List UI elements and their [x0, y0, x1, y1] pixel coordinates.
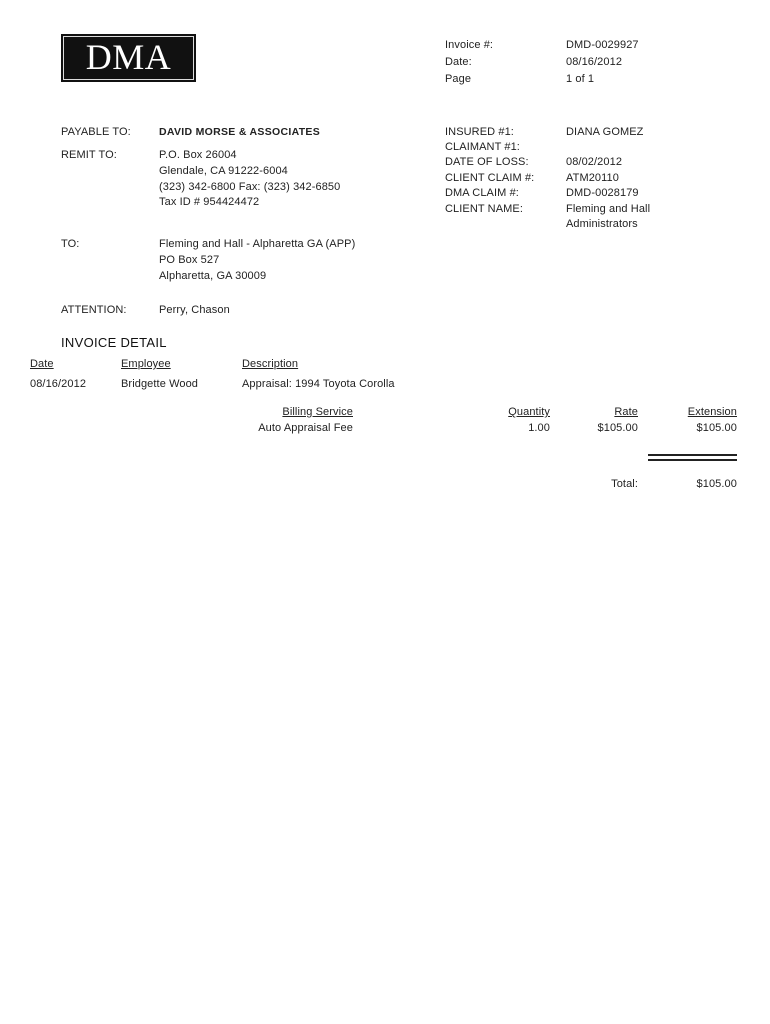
billing-row-rate: $105.00 [597, 422, 638, 434]
detail-header-employee: Employee [121, 358, 171, 370]
detail-row-description: Appraisal: 1994 Toyota Corolla [242, 378, 395, 390]
total-label: Total: [611, 478, 638, 490]
to-line-3: Alpharetta, GA 30009 [159, 270, 267, 282]
payable-to-label: PAYABLE TO: [61, 126, 131, 138]
detail-header-description: Description [242, 358, 299, 370]
logo-text: DMA [85, 37, 172, 77]
invoice-number-label: Invoice #: [445, 39, 494, 51]
billing-row-quantity: 1.00 [528, 422, 550, 434]
remit-line-3: (323) 342-6800 Fax: (323) 342-6850 [159, 181, 341, 193]
total-value: $105.00 [696, 478, 737, 490]
detail-header-date: Date [30, 358, 54, 370]
insured-value: DIANA GOMEZ [566, 126, 644, 138]
attention-value: Perry, Chason [159, 304, 230, 316]
client-name-line-2: Administrators [566, 218, 638, 230]
date-of-loss-value: 08/02/2012 [566, 156, 623, 168]
page-value: 1 of 1 [566, 73, 595, 85]
billing-header-quantity: Quantity [508, 406, 550, 418]
detail-row-date: 08/16/2012 [30, 378, 87, 390]
dma-claim-label: DMA CLAIM #: [445, 187, 519, 199]
client-claim-label: CLIENT CLAIM #: [445, 172, 535, 184]
client-name-line-1: Fleming and Hall [566, 203, 651, 215]
claimant-label: CLAIMANT #1: [445, 141, 520, 153]
billing-header-rate: Rate [614, 406, 638, 418]
client-name-label: CLIENT NAME: [445, 203, 524, 215]
invoice-date-value: 08/16/2012 [566, 56, 623, 68]
invoice-detail-title: INVOICE DETAIL [61, 335, 167, 350]
client-claim-value: ATM20110 [566, 172, 619, 184]
total-rule-bottom [648, 459, 737, 461]
to-line-2: PO Box 527 [159, 254, 220, 266]
billing-header-extension: Extension [687, 406, 737, 418]
remit-to-label: REMIT TO: [61, 149, 117, 161]
payable-to-value: DAVID MORSE & ASSOCIATES [159, 126, 321, 138]
page-label: Page [445, 73, 472, 85]
invoice-date-label: Date: [445, 56, 472, 68]
remit-line-2: Glendale, CA 91222-6004 [159, 165, 288, 177]
remit-line-1: P.O. Box 26004 [159, 149, 237, 161]
insured-label: INSURED #1: [445, 126, 514, 138]
dma-claim-value: DMD-0028179 [566, 187, 639, 199]
remit-line-4: Tax ID # 954424472 [159, 196, 260, 208]
attention-label: ATTENTION: [61, 304, 127, 316]
billing-row-service: Auto Appraisal Fee [258, 422, 353, 434]
billing-row-extension: $105.00 [696, 422, 737, 434]
to-label: TO: [61, 238, 80, 250]
detail-row-employee: Bridgette Wood [121, 378, 199, 390]
total-rule-top [648, 454, 737, 456]
to-line-1: Fleming and Hall - Alpharetta GA (APP) [159, 238, 356, 250]
invoice-number-value: DMD-0029927 [566, 39, 639, 51]
dma-logo [61, 34, 196, 82]
billing-header-service: Billing Service [282, 406, 353, 418]
date-of-loss-label: DATE OF LOSS: [445, 156, 529, 168]
